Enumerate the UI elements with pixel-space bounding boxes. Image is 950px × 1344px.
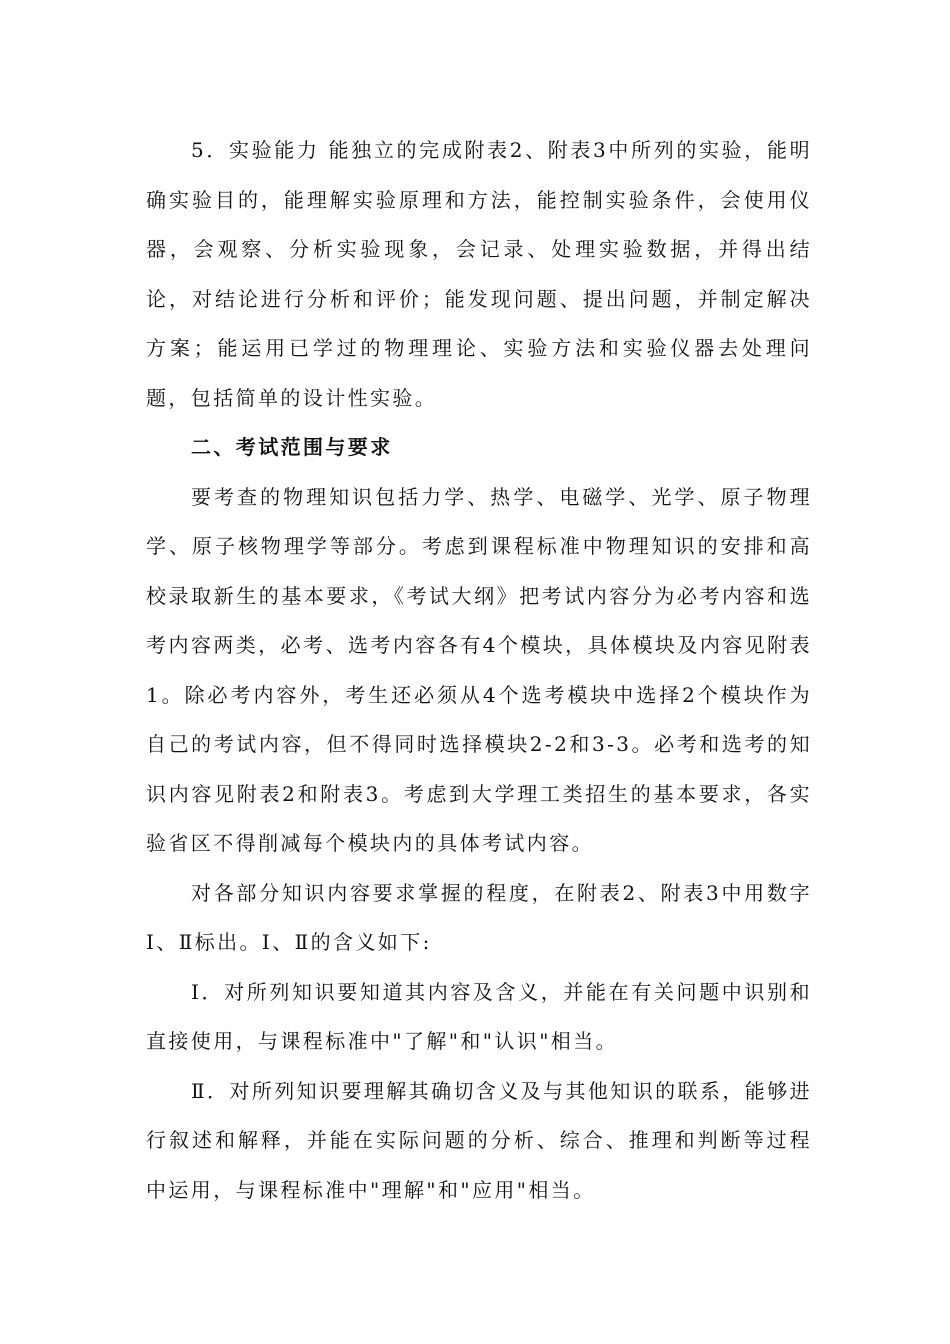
section-heading: 二、考试范围与要求 [191, 435, 393, 459]
paragraph-exam-scope: 要考查的物理知识包括力学、热学、电磁学、光学、原子物理学、原子核物理学等部分。考虑到课程标准中物理知识的安排和高校录取新生的基本要求，《考试大纲》把考试内容分为必考内容和选考内容两类，必考、选考内容各有4个模块，具体模块及内容见附表1。除必考内容外，考生还必须从4个选考模块中选择2个模块作为自己的考试内容，但不得同时选择模块2-2和3-3。必考和选考的知识内容见附表2和附表3。考虑到大学理工类招生的基本要求，各实验省区不得削减每个模块内的具体考试内容。 [146, 484, 812, 855]
paragraph-experiment-ability: 5．实验能力 能独立的完成附表2、附表3中所列的实验，能明确实验目的，能理解实验原理和方法，能控制实验条件，会使用仪器，会观察、分析实验现象，会记录、处理实验数据，并得出结论，对结论进行分析和评价；能发现问题、提出问题，并制定解决方案；能运用已学过的物理理论、实验方法和实验仪器去处理问题，包括简单的设计性实验。 [146, 138, 812, 410]
paragraph-mastery-levels: 对各部分知识内容要求掌握的程度，在附表2、附表3中用数字Ⅰ、Ⅱ标出。Ⅰ、Ⅱ的含义如下: [146, 880, 812, 954]
level-one-definition: Ⅰ．对所列知识要知道其内容及含义，并能在有关问题中识别和直接使用，与课程标准中"了解"和"认识"相当。 [146, 979, 812, 1053]
document-body [146, 126, 812, 1215]
level-two-definition: Ⅱ．对所列知识要理解其确切含义及与其他知识的联系，能够进行叙述和解释，并能在实际问题的分析、综合、推理和判断等过程中运用，与课程标准中"理解"和"应用"相当。 [146, 1078, 812, 1202]
